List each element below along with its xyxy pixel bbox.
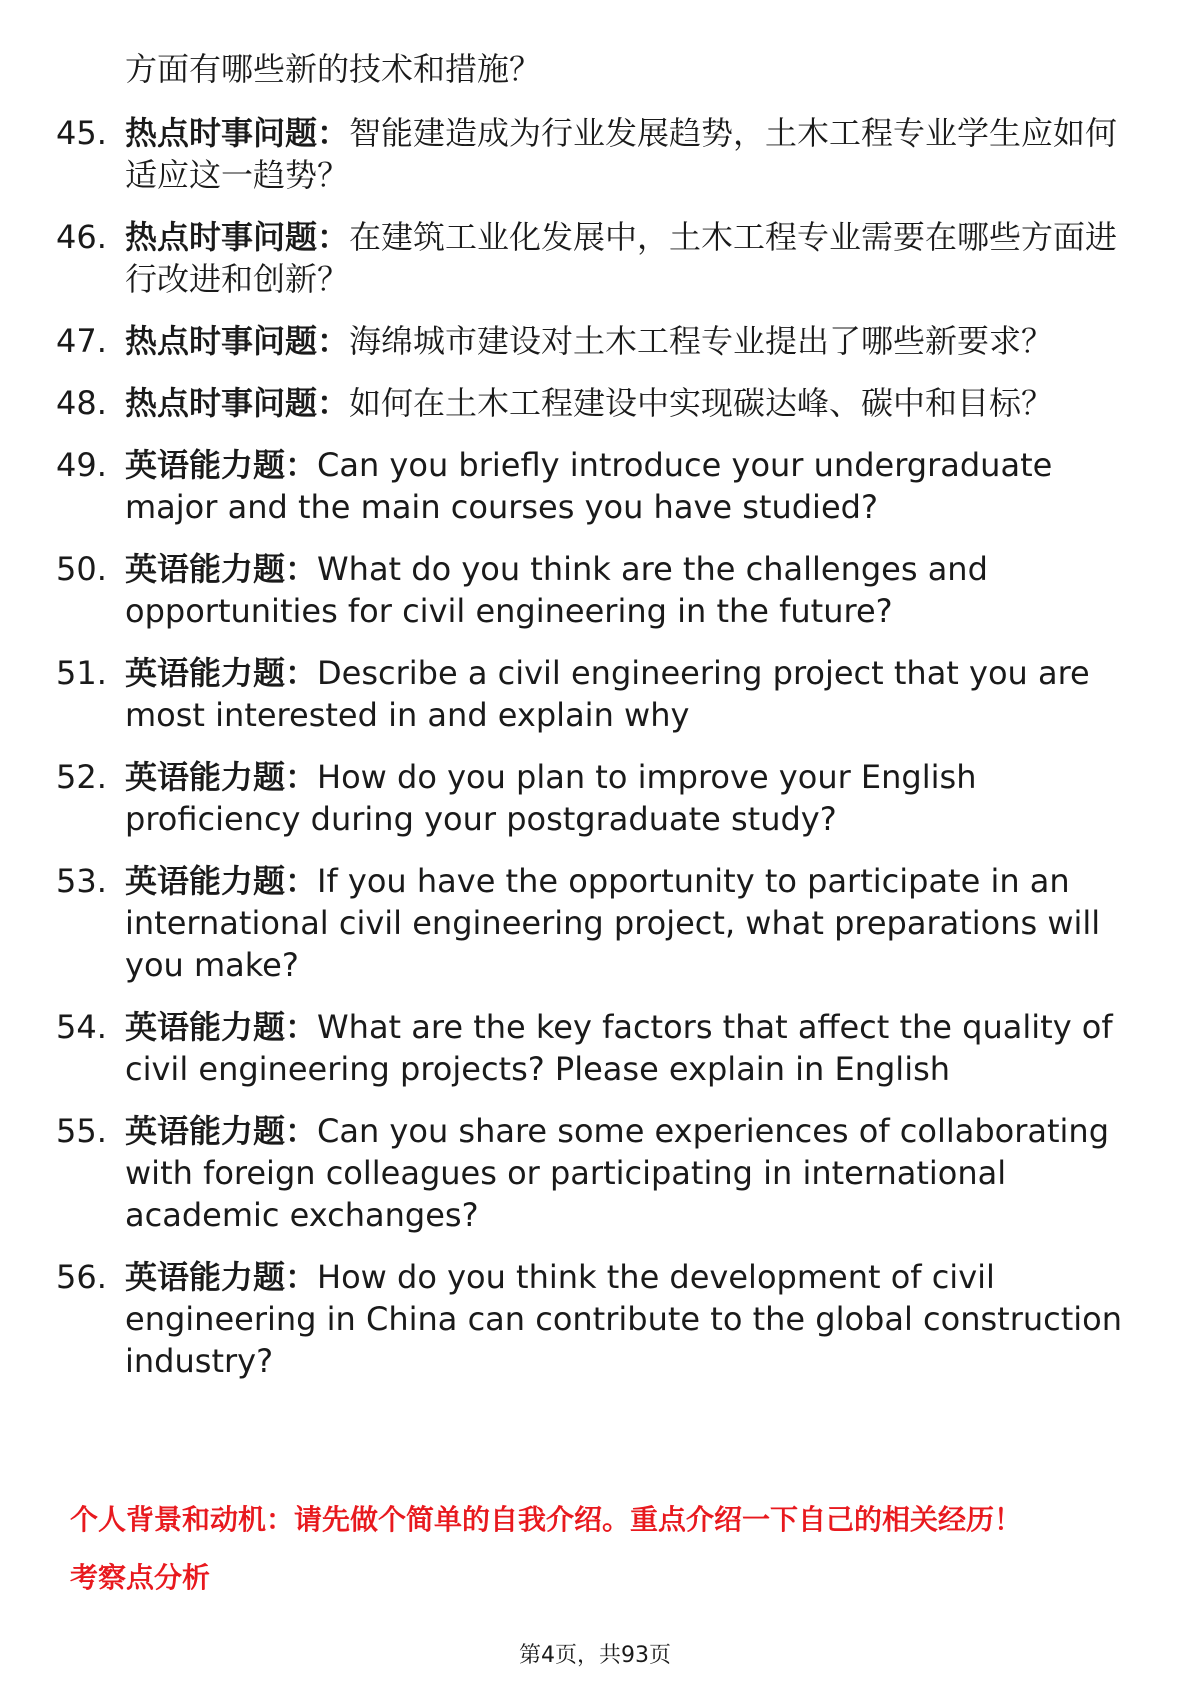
question-number: 52. bbox=[56, 758, 107, 796]
question-number: 45. bbox=[56, 114, 107, 152]
question-item bbox=[0, 756, 1190, 840]
question-text: 如何在土木工程建设中实现碳达峰、碳中和目标？ bbox=[349, 384, 1054, 422]
question-number: 49. bbox=[56, 446, 107, 484]
question-category: 英语能力题： bbox=[125, 758, 318, 796]
question-number: 47. bbox=[56, 322, 107, 360]
continued-question-text: 方面有哪些新的技术和措施？ bbox=[125, 50, 542, 88]
question-item bbox=[0, 1110, 1190, 1236]
question-number: 53. bbox=[56, 862, 107, 900]
question-category: 英语能力题： bbox=[125, 1008, 318, 1046]
question-text: How do you think the development of civil engineering in China can contribute to the global construction industry? bbox=[125, 1258, 1123, 1380]
question-category: 热点时事问题： bbox=[125, 114, 350, 152]
question-category: 英语能力题： bbox=[125, 1258, 318, 1296]
question-text: What do you think are the challenges and opportunities for civil engineering in the future? bbox=[125, 550, 988, 630]
question-text: Describe a civil engineering project that you are most interested in and explain why bbox=[125, 654, 1090, 734]
question-item bbox=[0, 112, 1190, 196]
question-category: 热点时事问题： bbox=[125, 218, 350, 256]
question-category: 英语能力题： bbox=[125, 1112, 318, 1150]
question-number: 56. bbox=[56, 1258, 107, 1296]
question-item bbox=[0, 216, 1190, 300]
question-category: 英语能力题： bbox=[125, 862, 318, 900]
question-text: 智能建造成为行业发展趋势，土木工程专业学生应如何适应这一趋势？ bbox=[125, 114, 1118, 194]
question-text: How do you plan to improve your English proficiency during your postgraduate study? bbox=[125, 758, 977, 838]
question-item bbox=[0, 320, 1190, 362]
question-item bbox=[0, 1006, 1190, 1090]
question-text: 海绵城市建设对土木工程专业提出了哪些新要求？ bbox=[349, 322, 1054, 360]
question-number: 51. bbox=[56, 654, 107, 692]
question-category: 英语能力题： bbox=[125, 654, 318, 692]
question-item bbox=[0, 652, 1190, 736]
question-number: 55. bbox=[56, 1112, 107, 1150]
question-text: Can you share some experiences of collaborating with foreign colleagues or participating in international academic exchanges? bbox=[125, 1112, 1110, 1234]
question-item bbox=[0, 548, 1190, 632]
question-number: 50. bbox=[56, 550, 107, 588]
question-text: If you have the opportunity to participate in an international civil engineering project, what preparations will you make? bbox=[125, 862, 1101, 984]
question-category: 热点时事问题： bbox=[125, 384, 350, 422]
question-item bbox=[0, 382, 1190, 424]
question-number: 48. bbox=[56, 384, 107, 422]
question-text: Can you briefly introduce your undergraduate major and the main courses you have studied? bbox=[125, 446, 1053, 526]
question-number: 54. bbox=[56, 1008, 107, 1046]
question-text: What are the key factors that affect the quality of civil engineering projects? Please explain in English bbox=[125, 1008, 1113, 1088]
question-item bbox=[0, 1256, 1190, 1382]
question-item bbox=[0, 860, 1190, 986]
question-text: 在建筑工业化发展中，土木工程专业需要在哪些方面进行改进和创新？ bbox=[125, 218, 1118, 298]
question-number: 46. bbox=[56, 218, 107, 256]
section-heading-background-motivation: 个人背景和动机：请先做个简单的自我介绍。重点介绍一下自己的相关经历！ bbox=[70, 1503, 1023, 1536]
page-footer: 第4页，共93页 bbox=[519, 1643, 671, 1668]
analysis-heading: 考察点分析 bbox=[70, 1561, 211, 1594]
question-category: 英语能力题： bbox=[125, 446, 318, 484]
question-item bbox=[0, 444, 1190, 528]
question-category: 热点时事问题： bbox=[125, 322, 350, 360]
question-list bbox=[0, 112, 1190, 1402]
question-category: 英语能力题： bbox=[125, 550, 318, 588]
